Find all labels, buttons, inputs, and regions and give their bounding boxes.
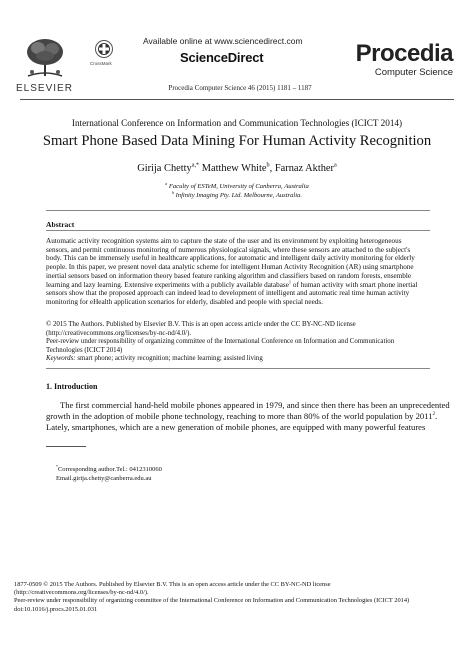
abstract-line: sensors, and permit continuous monitoring of numerous physiological signals, where these sensors are attached to the subject's bbox=[46, 245, 411, 254]
doi-link[interactable]: doi:10.1016/j.procs.2015.01.031 bbox=[14, 605, 98, 613]
bottom-license-link[interactable]: (http://creativecommons.org/licenses/by-nc-nd/4.0/). bbox=[14, 589, 149, 597]
intro-line: Lately, smartphones, which are a new generation of mobile phones, are equipped with many powerful features bbox=[46, 422, 426, 433]
abstract-line: people. In this paper, we present novel data analytic scheme for intelligent Human Activity Recognition (AR) using smartphone bbox=[46, 263, 414, 272]
abstract-line-part: of human activity with smart phone inertial bbox=[291, 280, 418, 289]
abstract-line: inertial sensors based on information theory based feature ranking algorithm and classifiers based on random forests, ensemble bbox=[46, 271, 412, 280]
footnote-line bbox=[56, 466, 356, 475]
author-name: Matthew White bbox=[201, 163, 267, 174]
abstract-line-part: learning and lazy learning. Extensive experiments with a publicly available database bbox=[46, 280, 289, 289]
footnote-mark: 1 bbox=[288, 279, 292, 285]
intro-line bbox=[46, 411, 438, 422]
abstract-line: Automatic activity recognition systems aim to capture the state of the user and its environment by exploiting heterogeneous bbox=[46, 237, 402, 245]
license-line: Peer-review under responsibility of organizing committee of the International Conference on Information and Communication bbox=[46, 338, 395, 346]
conference-name: International Conference on Information and Communication Technologies (ICICT 2014) bbox=[71, 118, 403, 128]
keywords bbox=[46, 355, 430, 362]
header-divider bbox=[20, 99, 454, 100]
crossmark-label: CrossMark bbox=[90, 61, 112, 66]
crossmark-icon[interactable] bbox=[95, 40, 113, 58]
affiliation-mark: a bbox=[165, 180, 168, 186]
license-link[interactable]: (http://creativecommons.org/licenses/by-nc-nd/4.0/). bbox=[46, 329, 192, 337]
footnote bbox=[56, 466, 356, 484]
affiliation-text: Infinity Imaging Pty. Ltd. Melbourne, Australia. bbox=[175, 192, 303, 199]
section-heading: 1. Introduction bbox=[46, 382, 98, 391]
abstract-line: monitoring for eHealth application scenarios for elderly, disabled and people with special needs. bbox=[46, 297, 323, 306]
bottom-line: 1877-0509 © 2015 The Authors. Published by Elsevier B.V. This is an open access article under the CC BY-NC-ND license bbox=[14, 581, 331, 588]
author-mark: a bbox=[334, 161, 337, 169]
author-mark: b bbox=[266, 161, 270, 169]
abstract-line bbox=[46, 281, 430, 290]
license-block bbox=[46, 321, 430, 355]
author-list: Girija Chetty$^{a,*}$ Matthew White$^b$, Farnaz Akther$^a$ bbox=[137, 161, 337, 174]
bottom-line: Peer-review under responsibility of organizing committee of the International Conference on Information and Communication Technologies (ICICT 2014) bbox=[14, 597, 410, 605]
footnote-mark: * bbox=[56, 464, 58, 469]
affiliation bbox=[20, 189, 454, 199]
bottom-license bbox=[14, 581, 464, 614]
affiliation bbox=[20, 180, 454, 190]
introduction-text bbox=[46, 400, 450, 434]
author-mark: a,* bbox=[191, 161, 200, 169]
procedia-subtitle: Computer Science bbox=[374, 67, 453, 78]
author-name: Girija Chetty bbox=[137, 163, 192, 174]
available-online-text: Available online at www.sciencedirect.com bbox=[143, 36, 303, 46]
abstract-line: sensors show that the proposed approach can indeed lead to development of intelligent and automatic real time human activity bbox=[46, 289, 410, 298]
procedia-logo bbox=[345, 42, 453, 80]
sciencedirect-logo: ScienceDirect bbox=[180, 50, 264, 65]
affiliation-mark: b bbox=[171, 189, 174, 195]
intro-line-part: growth in the adoption of mobile phone technology, reaching to more than 80% of the world population by 2011 bbox=[46, 411, 433, 422]
publisher-name: ELSEVIER bbox=[16, 83, 73, 94]
license-line: © 2015 The Authors. Published by Elsevier B.V. This is an open access article under the CC BY-NC-ND license bbox=[46, 321, 356, 328]
elsevier-tree-logo bbox=[22, 36, 68, 82]
abstract-heading-rule bbox=[46, 230, 430, 231]
keywords-label: Keywords: bbox=[46, 355, 76, 362]
abstract-line: body. This can be immensely useful in healthcare applications, for automatic and intelligent daily activity monitoring for elderly bbox=[46, 254, 415, 263]
abstract-heading: Abstract bbox=[46, 220, 75, 229]
keywords-text: smart phone; activity recognition; machine learning; assisted living bbox=[75, 355, 263, 362]
intro-line-part: . bbox=[435, 411, 438, 422]
paper-title: Smart Phone Based Data Mining For Human Activity Recognition bbox=[42, 133, 432, 149]
footnote-mark: 2 bbox=[432, 411, 436, 418]
footnote-email[interactable]: Email.girija.chetty@canberra.edu.au bbox=[56, 474, 152, 482]
footnote-text: Corresponding author.Tel.: 0412310060 bbox=[57, 466, 162, 473]
keywords-rule bbox=[46, 368, 430, 369]
license-line: Technologies (ICICT 2014) bbox=[46, 346, 123, 354]
footnote-rule bbox=[46, 446, 86, 447]
procedia-title: Procedia bbox=[355, 40, 453, 67]
author-name: Farnaz Akther bbox=[274, 163, 335, 174]
intro-line: The first commercial hand-held mobile phones appeared in 1979, and since then there has been an unprecedented bbox=[60, 400, 450, 410]
abstract-top-rule bbox=[46, 210, 430, 211]
affiliation-text: Faculty of ESTeM, University of Canberra, Australia bbox=[168, 183, 309, 190]
abstract-text bbox=[46, 237, 430, 307]
journal-citation: Procedia Computer Science 46 (2015) 1181 – 1187 bbox=[168, 84, 312, 92]
